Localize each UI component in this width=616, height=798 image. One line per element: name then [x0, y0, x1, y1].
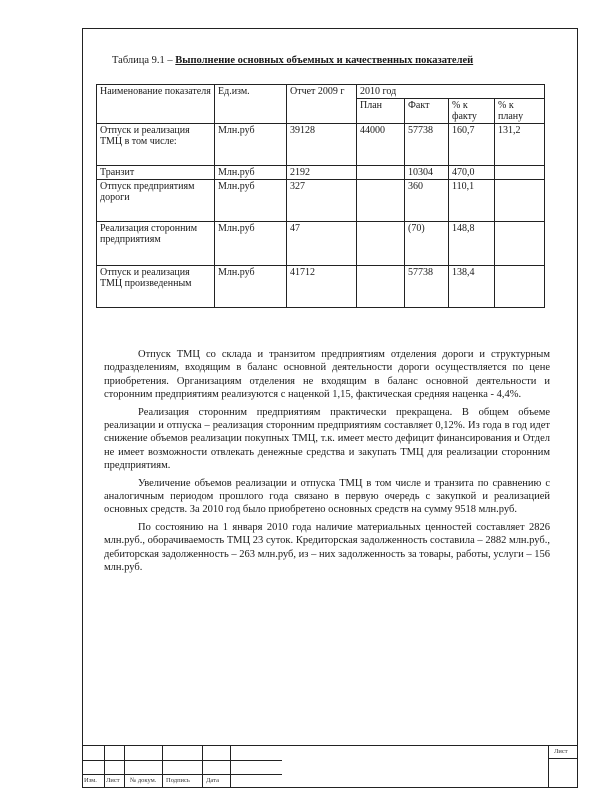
cell-fact: (70) — [405, 222, 449, 266]
cell-fact: 57738 — [405, 124, 449, 166]
cell-fact: 57738 — [405, 266, 449, 308]
stamp-line — [104, 746, 105, 788]
cell-name: Отпуск предприятиям дороги — [97, 180, 215, 222]
table-row — [97, 180, 545, 222]
table-header-row — [97, 85, 545, 99]
stamp-sheet: Лист — [554, 748, 568, 755]
cell-name: Отпуск и реализация ТМЦ произведенным — [97, 266, 215, 308]
cell-unit: Млн.руб — [215, 222, 287, 266]
cell-fact: 10304 — [405, 166, 449, 180]
cell-plan — [357, 266, 405, 308]
stamp-list: Лист — [106, 777, 120, 784]
cell-unit: Млн.руб — [215, 124, 287, 166]
header-report: Отчет 2009 г — [287, 85, 357, 124]
cell-report: 39128 — [287, 124, 357, 166]
header-pct-fact: % к факту — [449, 99, 495, 124]
cell-pct-fact: 470,0 — [449, 166, 495, 180]
cell-pct-plan — [495, 266, 545, 308]
table-row — [97, 124, 545, 166]
stamp-line — [548, 746, 549, 788]
stamp-line — [202, 746, 203, 788]
stamp-sign: Подпись — [166, 777, 190, 784]
cell-pct-fact: 110,1 — [449, 180, 495, 222]
cell-unit: Млн.руб — [215, 266, 287, 308]
title-block — [82, 745, 578, 788]
cell-plan — [357, 222, 405, 266]
table-row — [97, 266, 545, 308]
cell-report: 2192 — [287, 166, 357, 180]
body-text — [104, 348, 550, 579]
table-row — [97, 166, 545, 180]
cell-report: 41712 — [287, 266, 357, 308]
caption-title: Выполнение основных объемных и качественных показателей — [175, 55, 474, 66]
cell-name: Отпуск и реализация ТМЦ в том числе: — [97, 124, 215, 166]
header-unit: Ед.изм. — [215, 85, 287, 124]
header-fact: Факт — [405, 99, 449, 124]
paragraph: По состоянию на 1 января 2010 года наличие материальных ценностей составляет 2826 млн.руб., оборачиваемость ТМЦ 23 суток. Кредиторская задолженность составила – 2882 млн.руб., дебиторская задолженность – 263 млн.руб, из – них задолженность за товары, работы, услуги – 156 млн.руб. — [104, 521, 550, 574]
cell-pct-plan — [495, 222, 545, 266]
cell-name: Реализация сторонним предприятиям — [97, 222, 215, 266]
cell-pct-fact: 138,4 — [449, 266, 495, 308]
caption-prefix: Таблица 9.1 – — [112, 55, 173, 66]
stamp-line — [82, 774, 282, 775]
cell-pct-fact: 160,7 — [449, 124, 495, 166]
table-row — [97, 222, 545, 266]
paragraph: Отпуск ТМЦ со склада и транзитом предприятиям отделения дороги и структурным подразделениям, входящим в баланс основной деятельности дороги осуществляется по цене приобретения. Организациям отделения не входящим в баланс основной деятельности и сторонним предприятиям реализуются с наценкой 1,15, фактическая средняя наценка - 4,4%. — [104, 349, 550, 401]
stamp-line — [124, 746, 125, 788]
stamp-date: Дата — [206, 777, 219, 784]
indicators-table — [96, 84, 545, 308]
header-name: Наименование показателя — [97, 85, 215, 124]
cell-pct-plan — [495, 180, 545, 222]
table-caption — [112, 55, 552, 67]
cell-plan: 44000 — [357, 124, 405, 166]
cell-plan — [357, 166, 405, 180]
cell-report: 327 — [287, 180, 357, 222]
stamp-line — [548, 758, 578, 759]
cell-unit: Млн.руб — [215, 166, 287, 180]
paragraph: Реализация сторонним предприятиям практически прекращена. В общем объеме реализации и отпуска – реализация сторонним предприятиям составляет 0,12%. Из года в год идет снижение объемов реализации покупных ТМЦ, т.к. имеет место дефицит финансирования и Отдел не имеет возможности отвлекать денежные средства и закупать ТМЦ для реализации сторонним предприятиям. — [104, 406, 550, 472]
cell-pct-plan: 131,2 — [495, 124, 545, 166]
cell-unit: Млн.руб — [215, 180, 287, 222]
cell-plan — [357, 180, 405, 222]
stamp-izm: Изм. — [84, 777, 97, 784]
cell-name: Транзит — [97, 166, 215, 180]
cell-pct-plan — [495, 166, 545, 180]
stamp-line — [230, 746, 231, 788]
header-pct-plan: % к плану — [495, 99, 545, 124]
cell-report: 47 — [287, 222, 357, 266]
stamp-doc: № докум. — [130, 777, 157, 784]
paragraph: Увеличение объемов реализации и отпуска ТМЦ в том числе и транзита по сравнению с аналогичным периодом прошлого года связано в первую очередь с закупкой и реализацией основных средств. За 2010 год было приобретено основных средств на сумму 9518 млн.руб. — [104, 477, 550, 516]
header-plan: План — [357, 99, 405, 124]
header-year: 2010 год — [357, 85, 545, 99]
stamp-line — [162, 746, 163, 788]
stamp-line — [82, 760, 282, 761]
cell-fact: 360 — [405, 180, 449, 222]
cell-pct-fact: 148,8 — [449, 222, 495, 266]
